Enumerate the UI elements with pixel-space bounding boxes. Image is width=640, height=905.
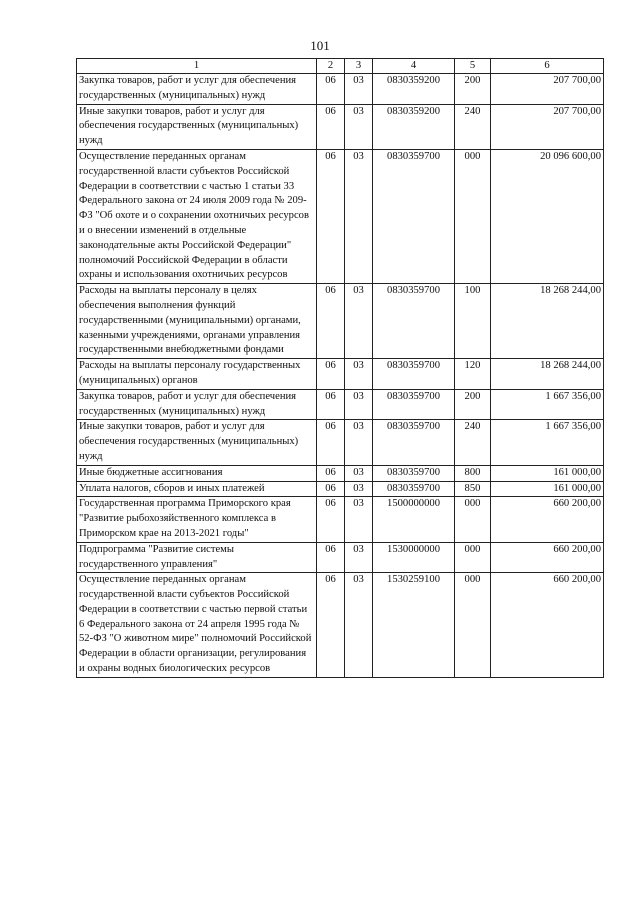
column-header-2: 2: [317, 59, 345, 74]
section-code: 06: [317, 359, 345, 390]
amount: 207 700,00: [491, 104, 604, 149]
table-row: [77, 542, 604, 573]
expense-type-code: 000: [455, 149, 491, 283]
table-row: [77, 465, 604, 481]
section-code: 06: [317, 542, 345, 573]
section-code: 06: [317, 573, 345, 678]
expense-name: Расходы на выплаты персоналу государственных (муниципальных) органов: [77, 359, 317, 390]
subsection-code: 03: [345, 74, 373, 105]
table-row: [77, 104, 604, 149]
expense-name: Иные бюджетные ассигнования: [77, 465, 317, 481]
subsection-code: 03: [345, 149, 373, 283]
target-article-code: 0830359700: [373, 420, 455, 465]
subsection-code: 03: [345, 389, 373, 420]
subsection-code: 03: [345, 104, 373, 149]
expense-name: Расходы на выплаты персоналу в целях обеспечения выполнения функций государственными (муниципальными) органами, казенными учреждениями, органами управления государственными внебюджетными фондами: [77, 284, 317, 359]
table-row: [77, 389, 604, 420]
column-header-6: 6: [491, 59, 604, 74]
subsection-code: 03: [345, 573, 373, 678]
subsection-code: 03: [345, 420, 373, 465]
column-header-4: 4: [373, 59, 455, 74]
section-code: 06: [317, 74, 345, 105]
amount: 207 700,00: [491, 74, 604, 105]
amount: 18 268 244,00: [491, 359, 604, 390]
page-number: 101: [310, 38, 330, 53]
subsection-code: 03: [345, 284, 373, 359]
target-article-code: 0830359700: [373, 465, 455, 481]
section-code: 06: [317, 284, 345, 359]
amount: 161 000,00: [491, 465, 604, 481]
expense-type-code: 000: [455, 542, 491, 573]
section-code: 06: [317, 104, 345, 149]
table-row: [77, 359, 604, 390]
section-code: 06: [317, 149, 345, 283]
expense-type-code: 100: [455, 284, 491, 359]
expense-name: Иные закупки товаров, работ и услуг для обеспечения государственных (муниципальных) нужд: [77, 104, 317, 149]
expense-type-code: 200: [455, 389, 491, 420]
table-row: [77, 74, 604, 105]
subsection-code: 03: [345, 481, 373, 497]
section-code: 06: [317, 420, 345, 465]
amount: 660 200,00: [491, 497, 604, 542]
target-article-code: 1530000000: [373, 542, 455, 573]
table-row: [77, 284, 604, 359]
expense-type-code: 000: [455, 573, 491, 678]
expense-type-code: 000: [455, 497, 491, 542]
expense-type-code: 850: [455, 481, 491, 497]
target-article-code: 0830359200: [373, 74, 455, 105]
table-row: [77, 497, 604, 542]
section-code: 06: [317, 465, 345, 481]
expense-type-code: 800: [455, 465, 491, 481]
subsection-code: 03: [345, 497, 373, 542]
column-header-3: 3: [345, 59, 373, 74]
subsection-code: 03: [345, 465, 373, 481]
expense-name: Иные закупки товаров, работ и услуг для обеспечения государственных (муниципальных) нужд: [77, 420, 317, 465]
expense-type-code: 240: [455, 420, 491, 465]
section-code: 06: [317, 497, 345, 542]
table-header: [77, 59, 604, 74]
expense-name: Осуществление переданных органам государственной власти субъектов Российской Федерации в соответствии с частью первой статьи 6 Федерального закона от 24 апреля 1995 года № 52-ФЗ "О животном мире" полномочий Российской Федерации в области организации, регулирования и охраны водных биологических ресурсов: [77, 573, 317, 678]
amount: 660 200,00: [491, 573, 604, 678]
column-header-1: 1: [77, 59, 317, 74]
target-article-code: 0830359700: [373, 389, 455, 420]
target-article-code: 0830359700: [373, 149, 455, 283]
expense-name: Закупка товаров, работ и услуг для обеспечения государственных (муниципальных) нужд: [77, 389, 317, 420]
amount: 20 096 600,00: [491, 149, 604, 283]
target-article-code: 0830359200: [373, 104, 455, 149]
column-header-5: 5: [455, 59, 491, 74]
section-code: 06: [317, 389, 345, 420]
expense-name: Государственная программа Приморского края "Развитие рыбохозяйственного комплекса в Приморском крае на 2013-2021 годы": [77, 497, 317, 542]
subsection-code: 03: [345, 359, 373, 390]
table-row: [77, 481, 604, 497]
expense-type-code: 120: [455, 359, 491, 390]
table-row: [77, 420, 604, 465]
expense-name: Подпрограмма "Развитие системы государственного управления": [77, 542, 317, 573]
target-article-code: 1530259100: [373, 573, 455, 678]
expense-name: Осуществление переданных органам государственной власти субъектов Российской Федерации в соответствии с частью 1 статьи 33 Федерального закона от 24 июля 2009 года № 209-ФЗ "Об охоте и о сохранении охотничьих ресурсов и о внесении изменений в отдельные законодательные акты Российской Федерации" полномочий Российской Федерации в области охраны и использования охотничьих ресурсов: [77, 149, 317, 283]
table-row: [77, 573, 604, 678]
target-article-code: 0830359700: [373, 481, 455, 497]
expense-type-code: 240: [455, 104, 491, 149]
expense-type-code: 200: [455, 74, 491, 105]
section-code: 06: [317, 481, 345, 497]
budget-table: [76, 58, 604, 678]
expense-name: Закупка товаров, работ и услуг для обеспечения государственных (муниципальных) нужд: [77, 74, 317, 105]
expense-name: Уплата налогов, сборов и иных платежей: [77, 481, 317, 497]
amount: 660 200,00: [491, 542, 604, 573]
amount: 18 268 244,00: [491, 284, 604, 359]
target-article-code: 0830359700: [373, 284, 455, 359]
table-row: [77, 149, 604, 283]
subsection-code: 03: [345, 542, 373, 573]
amount: 1 667 356,00: [491, 420, 604, 465]
target-article-code: 0830359700: [373, 359, 455, 390]
amount: 161 000,00: [491, 481, 604, 497]
amount: 1 667 356,00: [491, 389, 604, 420]
target-article-code: 1500000000: [373, 497, 455, 542]
